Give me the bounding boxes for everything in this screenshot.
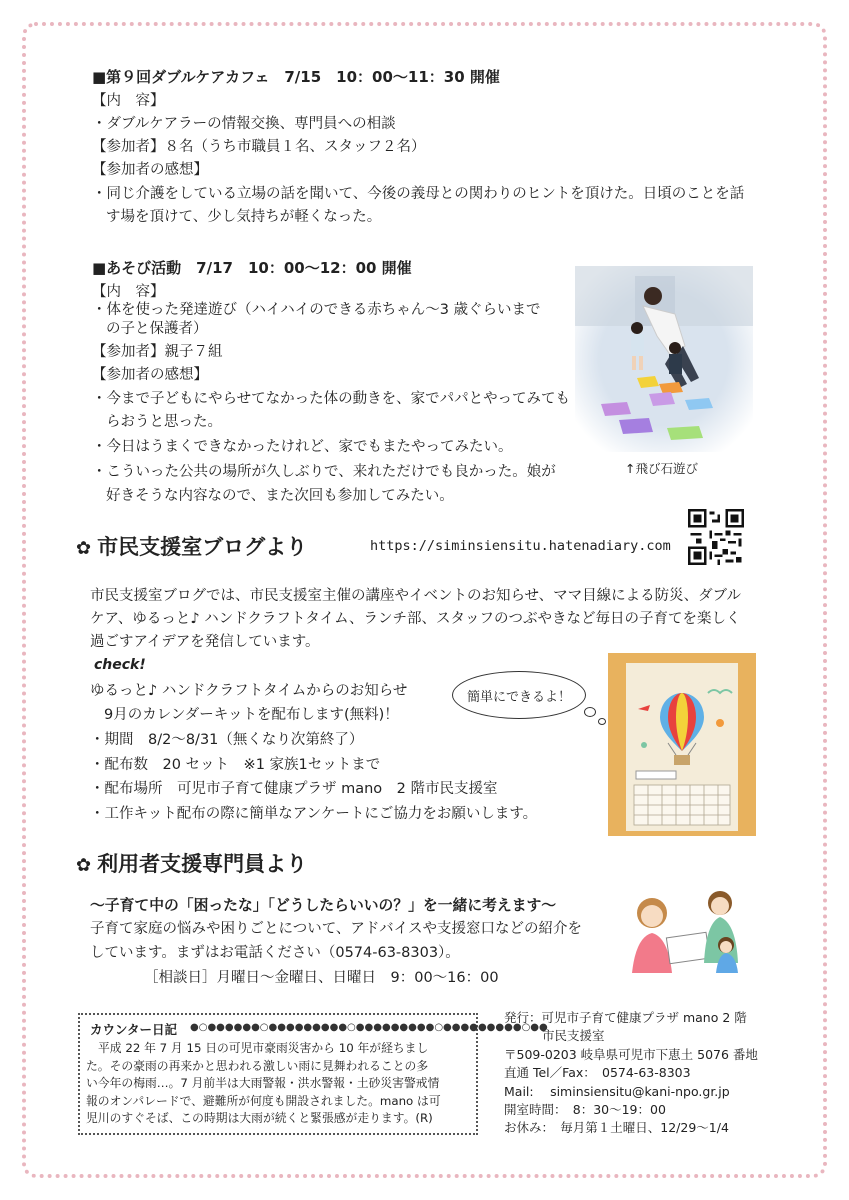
play-impression-1-cont: らおうと思った。 [106, 414, 222, 430]
blog-desc-3: 過ごすアイデアを発信しています。 [90, 634, 320, 650]
notice-count: ・配布数 20 セット ※1 家族1セットまで [90, 757, 381, 773]
play-photo-caption: ↑飛び石遊び [625, 461, 698, 476]
support-title-row [76, 848, 307, 878]
publisher-mail[interactable]: Mail: siminsiensitu@kani-npo.gr.jp [504, 1083, 730, 1099]
play-impressions-label: 【参加者の感想】 [92, 367, 208, 383]
cafe-heading: ■第９回ダブルケアカフェ 7/15 10：00～11：30 開催 [92, 68, 500, 86]
support-tagline: ～子育て中の「困ったな」「どうしたらいいの？」を一緒に考えます～ [90, 897, 557, 914]
calendar-kit-photo [608, 653, 756, 836]
counter-diary-title: カウンター日記 [90, 1022, 178, 1037]
cafe-impression-cont: す場を頂けて、少し気持ちが軽くなった。 [106, 209, 382, 225]
support-desc-1: 子育て家庭の悩みや困りごとについて、アドバイスや支援窓口などの紹介を [90, 921, 582, 937]
counter-line: た。その豪雨の再来かと思われる激しい雨に見舞われることの多 [86, 1058, 429, 1073]
play-photo [575, 266, 753, 452]
counter-diary-text [86, 1040, 472, 1128]
blog-desc-2: ケア、ゆるっと♪ ハンドクラフトタイム、ランチ部、スタッフのつぶやきなど毎日の子育てを楽しく [90, 611, 741, 627]
counter-diary-dots: ●○●●●●●●○●●●●●●●●●○●●●●●●●●●○●●●●●●●●●○●● [190, 1022, 548, 1033]
play-impression-3-cont: 好きそうな内容なので、また次回も参加してみたい。 [106, 488, 454, 504]
speech-bubble [452, 671, 586, 719]
support-desc-2: しています。まずはお電話ください（0574-63-8303）。 [90, 945, 460, 961]
notice-place: ・配布場所 可児市子育て健康プラザ mano 2 階市民支援室 [90, 781, 498, 797]
play-participants: 【参加者】親子７組 [92, 344, 223, 360]
flower-icon: ✿ [76, 855, 92, 876]
cafe-impression: ・同じ介護をしている立場の話を聞いて、今後の義母との関わりのヒントを頂けた。日頃のことを話 [92, 186, 745, 202]
play-content: ・体を使った発達遊び（ハイハイのできる赤ちゃん～3 歳ぐらいまで [92, 302, 541, 318]
cafe-impressions-label: 【参加者の感想】 [92, 162, 208, 178]
counter-line: 報のオンパレードで、避難所が何度も開設されました。mano は可 [86, 1093, 441, 1108]
support-title: 利用者支援専門員より [97, 852, 308, 876]
publisher-address: 〒509-0203 岐阜県可児市下恵土 5076 番地 [504, 1046, 758, 1062]
flower-icon: ✿ [76, 538, 92, 559]
support-hours: ［相談日］月曜日～金曜日、日曜日 9：00～16：00 [144, 970, 499, 986]
cafe-participants: 【参加者】８名（うち市職員１名、スタッフ２名） [92, 139, 426, 155]
cafe-content: ・ダブルケアラーの情報交換、専門員への相談 [92, 116, 396, 132]
counter-line: 児川のすぐそば、この時期は大雨が続くと緊張感が走ります。(R) [86, 1111, 433, 1125]
counter-line: い今年の梅雨…。7 月前半は大雨警報・洪水警報・土砂災害警戒情 [86, 1076, 440, 1090]
play-impression-2: ・今日はうまくできなかったけれど、家でもまたやってみたい。 [92, 439, 513, 455]
blog-title: 市民支援室ブログより [97, 535, 308, 559]
play-impression-3: ・こういった公共の場所が久しぶりで、来れただけでも良かった。娘が [92, 464, 556, 480]
publisher-room: 市民支援室 [542, 1028, 605, 1044]
publisher-tel: 直通 Tel／Fax： 0574-63-8303 [504, 1065, 691, 1081]
consultation-illustration [622, 883, 750, 983]
cafe-content-label: 【内 容】 [92, 93, 165, 109]
play-heading: ■あそび活動 7/17 10：00～12：00 開催 [92, 259, 412, 277]
bubble-dot-icon [598, 718, 606, 725]
publisher-info [504, 1009, 758, 1138]
notice-title: ゆるっと♪ ハンドクラフトタイムからのお知らせ [90, 683, 408, 699]
notice-survey: ・工作キット配布の際に簡単なアンケートにご協力をお願いします。 [90, 806, 538, 822]
publisher-closed-days: お休み： 毎月第１土曜日、12/29～1/4 [504, 1120, 729, 1136]
notice-period: ・期間 8/2～8/31（無くなり次第終了） [90, 732, 364, 748]
play-content-cont: の子と保護者） [106, 321, 208, 337]
notice-sub: 9月のカレンダーキットを配布します(無料)！ [104, 707, 399, 723]
qr-code-icon[interactable] [688, 509, 744, 565]
check-label: check! [94, 657, 146, 673]
bubble-dot-icon [584, 707, 596, 717]
blog-desc-1: 市民支援室ブログでは、市民支援室主催の講座やイベントのお知らせ、ママ目線による防災、ダブル [90, 588, 742, 604]
publisher-open-hours: 開室時間： 8：30～19：00 [504, 1102, 666, 1118]
play-content-label: 【内 容】 [92, 284, 165, 300]
blog-url[interactable]: https://siminsiensitu.hatenadiary.com [370, 538, 671, 554]
speech-bubble-text: 簡単にできるよ！ [466, 689, 571, 705]
publisher-name: 発行：可児市子育て健康プラザ mano 2 階 [504, 1010, 747, 1025]
blog-title-row [76, 531, 307, 561]
play-impression-1: ・今まで子どもにやらせてなかった体の動きを、家でパパとやってみても [92, 391, 571, 407]
counter-line: 平成 22 年 7 月 15 日の可児市豪雨災害から 10 年が経ちまし [98, 1041, 429, 1055]
